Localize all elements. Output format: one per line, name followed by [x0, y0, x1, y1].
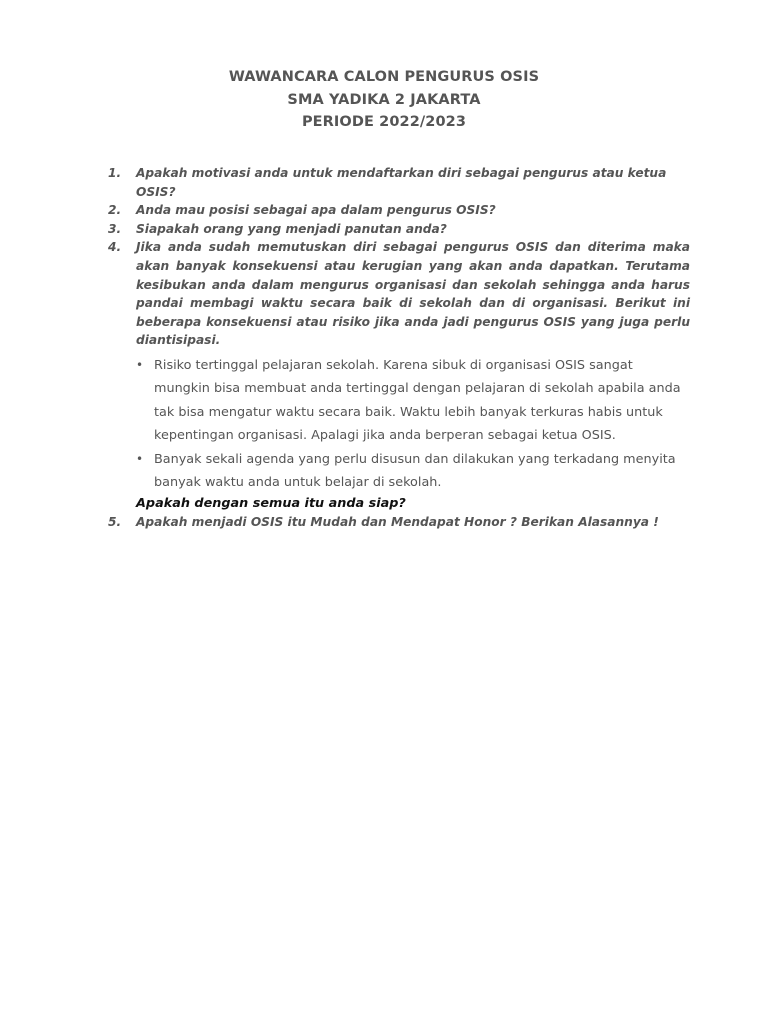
question-item-4: [104, 238, 690, 513]
question-number: 4.: [108, 240, 122, 255]
question-text: Jika anda sudah memutuskan diri sebagai pengurus OSIS dan diterima maka akan banyak konsekuensi atau kerugian yang akan anda dapatkan. Terutama kesibukan anda dalam mengurus organisasi dan sekolah sehingga anda harus pandai membagi waktu secara baik di sekolah dan di organisasi. Berikut ini beberapa konsekuensi atau risiko jika anda jadi pengurus OSIS yang juga perlu diantisipasi.: [136, 240, 690, 348]
list-item: [136, 354, 690, 448]
risk-text: Risiko tertinggal pelajaran sekolah. Karena sibuk di organisasi OSIS sangat mungkin bisa membuat anda tertinggal dengan pelajaran di sekolah apabila anda tak bisa mengatur waktu secara baik. Waktu lebih banyak terkuras habis untuk kepentingan organisasi. Apalagi jika anda berperan sebagai ketua OSIS.: [154, 357, 681, 444]
question-number: 1.: [108, 166, 122, 180]
question-item-5: [104, 513, 690, 532]
risk-text: Banyak sekali agenda yang perlu disusun dan dilakukan yang terkadang menyita banyak waktu anda untuk belajar di sekolah.: [154, 451, 676, 491]
question-item-1: [104, 164, 690, 201]
question-text: Anda mau posisi sebagai apa dalam pengurus OSIS?: [136, 203, 496, 218]
risk-list: [136, 354, 690, 495]
question-item-2: [104, 201, 690, 220]
question-list: [104, 164, 690, 532]
question-number: 3.: [108, 221, 122, 236]
question-text: Apakah motivasi anda untuk mendaftarkan diri sebagai pengurus atau ketua OSIS?: [136, 166, 667, 199]
header-title: WAWANCARA CALON PENGURUS OSIS: [228, 69, 540, 85]
document-header: [0, 66, 768, 134]
question-number: 5.: [108, 514, 122, 529]
question-number: 2.: [108, 203, 122, 218]
followup-question: Apakah dengan semua itu anda siap?: [136, 495, 406, 511]
question-text: Siapakah orang yang menjadi panutan anda?: [136, 221, 447, 236]
question-item-3: [104, 220, 690, 239]
bullet-icon: •: [136, 451, 144, 466]
header-period: PERIODE 2022/2023: [301, 114, 467, 130]
list-item: [136, 448, 690, 495]
bullet-icon: •: [136, 357, 144, 372]
question-text: Apakah menjadi OSIS itu Mudah dan Mendapat Honor ? Berikan Alasannya !: [136, 514, 659, 529]
header-school: SMA YADIKA 2 JAKARTA: [287, 91, 481, 108]
